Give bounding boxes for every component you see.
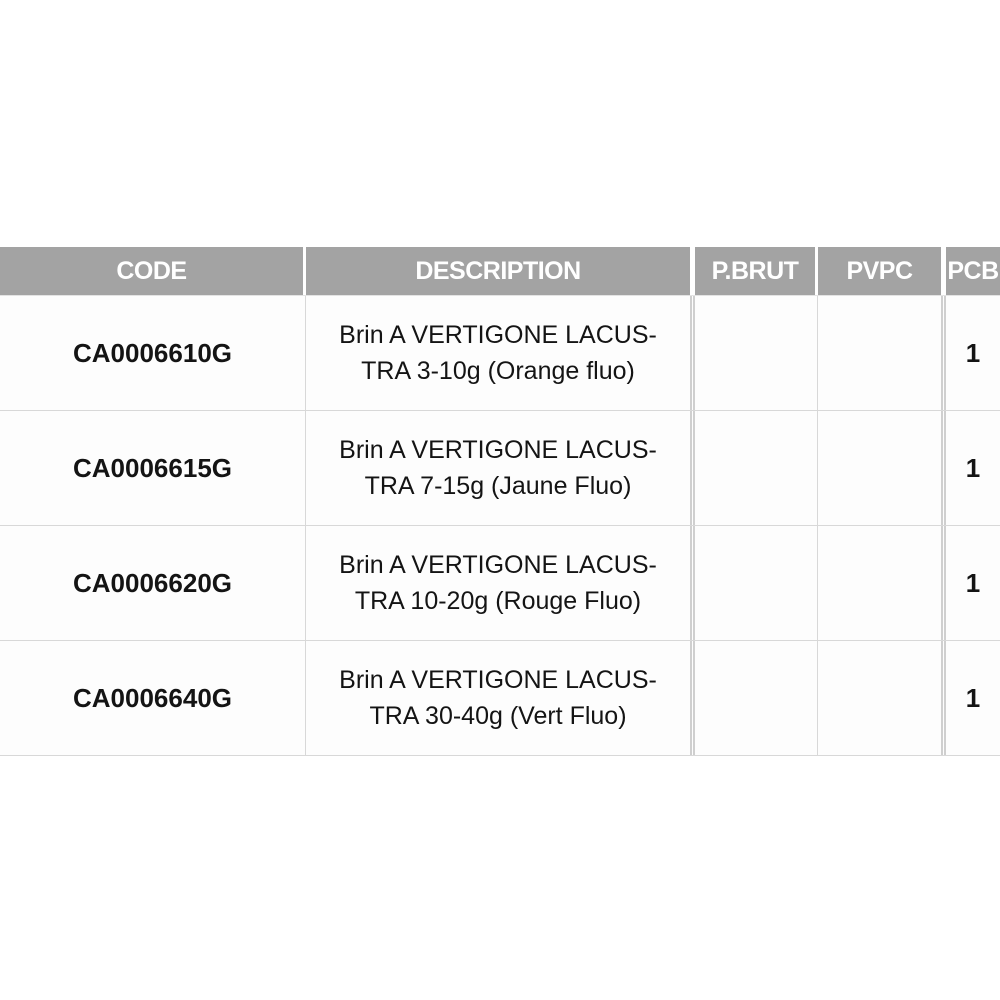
product-table xyxy=(0,247,1000,756)
table-row xyxy=(0,641,1000,756)
cell-description xyxy=(306,526,695,640)
header-pbrut: P.BRUT xyxy=(695,247,818,295)
description-line2: TRA 30-40g (Vert Fluo) xyxy=(369,702,627,730)
header-pvpc: PVPC xyxy=(818,247,946,295)
table-row xyxy=(0,411,1000,526)
cell-code: CA0006620G xyxy=(0,526,306,640)
cell-pcb: 1 xyxy=(965,452,981,483)
cell-pbrut xyxy=(695,411,818,525)
description-line1: Brin A VERTIGONE LACUS- xyxy=(339,436,657,464)
cell-description xyxy=(306,296,695,410)
cell-pvpc xyxy=(818,526,946,640)
cell-pbrut xyxy=(695,526,818,640)
table-row xyxy=(0,296,1000,411)
cell-code: CA0006610G xyxy=(0,296,306,410)
cell-pvpc xyxy=(818,641,946,755)
table-header-row xyxy=(0,247,1000,295)
header-code: CODE xyxy=(0,247,306,295)
description-line2: TRA 10-20g (Rouge Fluo) xyxy=(354,587,642,615)
description-line1: Brin A VERTIGONE LACUS- xyxy=(339,666,657,694)
table-body xyxy=(0,295,1000,756)
cell-description xyxy=(306,641,695,755)
cell-pcb: 1 xyxy=(965,337,981,368)
cell-code: CA0006615G xyxy=(0,411,306,525)
cell-pbrut xyxy=(695,641,818,755)
cell-pcb: 1 xyxy=(965,682,981,713)
header-pcb: PCB xyxy=(946,247,1000,295)
cell-description xyxy=(306,411,695,525)
cell-pcb: 1 xyxy=(965,567,981,598)
table-row xyxy=(0,526,1000,641)
description-line1: Brin A VERTIGONE LACUS- xyxy=(339,551,657,579)
header-description: DESCRIPTION xyxy=(306,247,695,295)
cell-pvpc xyxy=(818,411,946,525)
cell-pbrut xyxy=(695,296,818,410)
cell-code: CA0006640G xyxy=(0,641,306,755)
description-line1: Brin A VERTIGONE LACUS- xyxy=(339,321,657,349)
description-line2: TRA 7-15g (Jaune Fluo) xyxy=(364,472,632,500)
cell-pvpc xyxy=(818,296,946,410)
description-line2: TRA 3-10g (Orange fluo) xyxy=(361,357,635,385)
